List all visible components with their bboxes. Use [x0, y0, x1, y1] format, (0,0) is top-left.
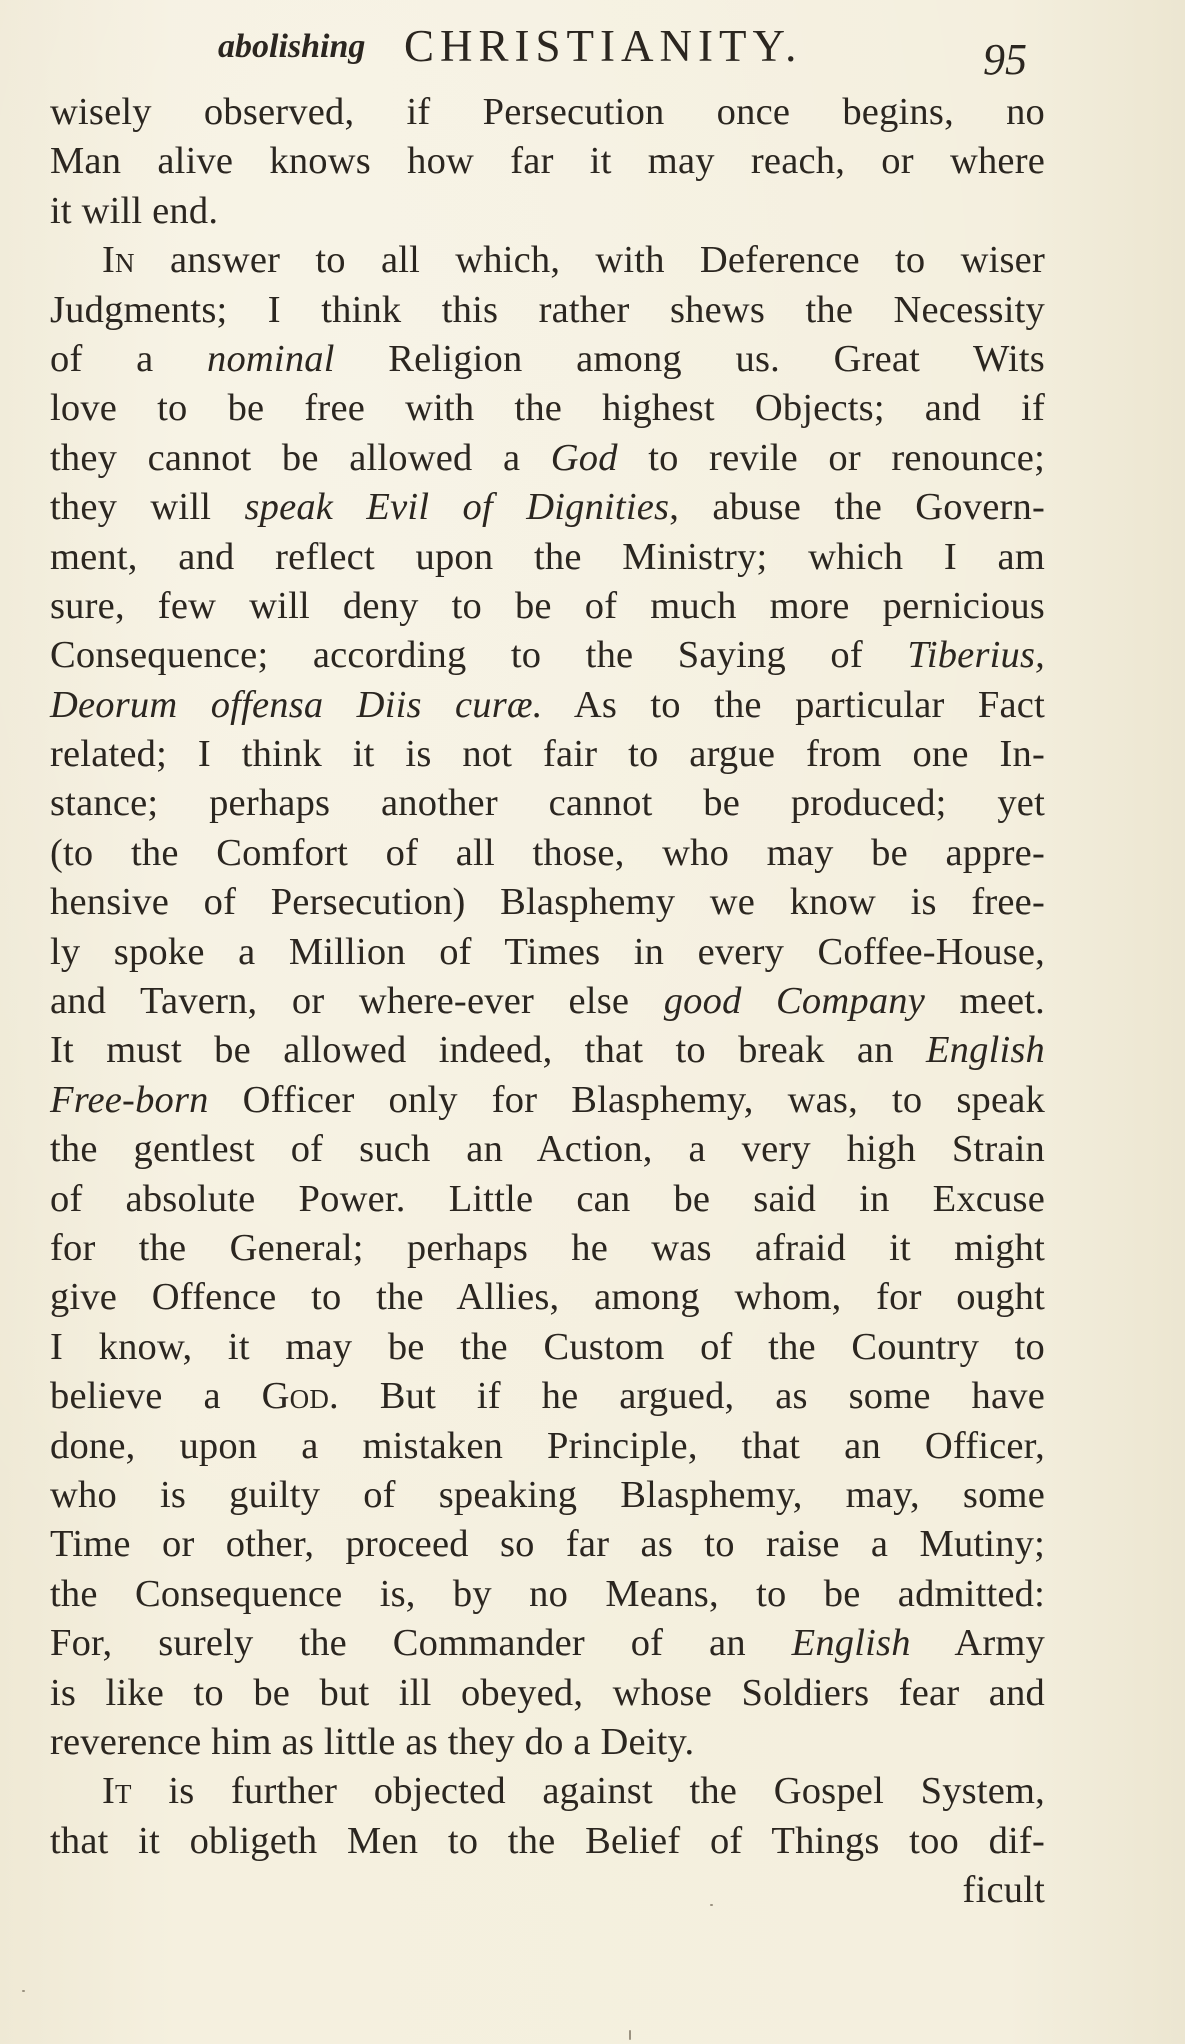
text-line — [50, 1273, 1045, 1322]
running-head-title: CHRISTIANITY. — [404, 21, 803, 71]
text-span: give Offence to the Allies, among whom, for ought — [50, 1276, 1045, 1319]
running-head-italic: abolishing — [218, 28, 366, 65]
text-line — [50, 137, 1045, 186]
text-line — [50, 977, 1045, 1026]
italic-text: Deorum offensa Diis curæ. — [50, 683, 543, 726]
text-line — [50, 631, 1045, 680]
text-span: the gentlest of such an Action, a very high Strain — [50, 1128, 1045, 1171]
text-span: that it obligeth Men to the Belief of Things too dif- — [50, 1819, 1045, 1862]
text-span: meet. — [925, 980, 1045, 1023]
text-span: It must be allowed indeed, that to break an — [50, 1029, 926, 1072]
text-span: sure, few will deny to be of much more pernicious — [50, 584, 1045, 627]
italic-text: good Company — [663, 980, 926, 1023]
text-span: I know, it may be the Custom of the Country to — [50, 1325, 1045, 1368]
text-line — [50, 236, 1045, 285]
text-span: As to the particular Fact — [542, 683, 1045, 726]
small-caps-text: It — [102, 1770, 132, 1813]
text-span: hensive of Persecution) Blasphemy we know is free- — [50, 881, 1045, 924]
paper-speck — [629, 2030, 631, 2040]
text-line — [50, 1125, 1045, 1174]
small-caps-text: In — [102, 239, 135, 282]
text-line — [50, 1026, 1045, 1075]
page-number: 95 — [983, 35, 1027, 84]
text-line — [50, 533, 1045, 582]
text-span: and Tavern, or where-ever else — [50, 980, 664, 1023]
text-span: done, upon a mistaken Principle, that an Officer, — [50, 1424, 1045, 1467]
text-line — [50, 1619, 1045, 1668]
text-line — [50, 681, 1045, 730]
text-span: Officer only for Blasphemy, was, to speak — [208, 1078, 1045, 1121]
text-line — [50, 88, 1045, 137]
text-span: stance; perhaps another cannot be produced; yet — [50, 782, 1045, 825]
text-line — [50, 1076, 1045, 1125]
text-span: answer to all which, with Deference to wiser — [134, 239, 1045, 282]
text-span: Time or other, proceed so far as to raise a Mutiny; — [50, 1523, 1045, 1566]
text-line — [50, 1224, 1045, 1273]
text-span: the Consequence is, by no Means, to be admitted: — [50, 1572, 1045, 1615]
text-span: For, surely the Commander of an — [50, 1622, 792, 1665]
italic-text: English — [925, 1029, 1045, 1072]
text-span: , abuse the Govern- — [669, 486, 1045, 529]
text-span: wisely observed, if Persecution once begins, no — [50, 91, 1045, 133]
text-span: related; I think it is not fair to argue from one In- — [50, 733, 1045, 776]
italic-text: nominal — [207, 337, 335, 380]
text-span: Judgments; I think this rather shews the Necessity — [50, 288, 1045, 331]
italic-text: speak Evil of Dignities — [244, 486, 670, 529]
italic-text: Tiberius, — [907, 634, 1045, 677]
paper-speck — [22, 1990, 25, 1992]
italic-text: English — [791, 1622, 911, 1665]
text-line — [50, 779, 1045, 828]
text-line — [50, 878, 1045, 927]
text-span: for the General; perhaps he was afraid it might — [50, 1226, 1045, 1269]
text-span: Religion among us. Great Wits — [334, 337, 1045, 380]
text-line — [50, 1372, 1045, 1421]
italic-text: Free-born — [50, 1078, 209, 1121]
text-span: ficult — [962, 1869, 1045, 1912]
text-span: ly spoke a Million of Times in every Coffee-House, — [50, 930, 1045, 973]
paper-speck — [710, 1904, 713, 1906]
text-span: is further objected against the Gospel System, — [131, 1770, 1045, 1813]
text-span: they will — [50, 486, 245, 529]
text-line — [50, 335, 1045, 384]
text-line — [50, 1669, 1045, 1718]
text-span: of a — [50, 337, 208, 380]
text-span: to revile or renounce; — [617, 436, 1045, 479]
text-span: believe a — [50, 1375, 262, 1418]
text-span: love to be free with the highest Objects; and if — [50, 387, 1045, 430]
text-line — [50, 1767, 1045, 1816]
text-line — [50, 1175, 1045, 1224]
text-span: Consequence; according to the Saying of — [50, 634, 908, 677]
text-span: Man alive knows how far it may reach, or where — [50, 140, 1045, 183]
text-line — [50, 187, 1045, 236]
text-span: Army — [910, 1622, 1045, 1665]
text-span: . But if he argued, as some have — [329, 1375, 1046, 1418]
text-line — [50, 384, 1045, 433]
text-line — [50, 1718, 1045, 1767]
catchword — [50, 1866, 1045, 1915]
text-span: is like to be but ill obeyed, whose Soldiers fear and — [50, 1671, 1045, 1714]
text-span: they cannot be allowed a — [50, 436, 551, 479]
small-caps-text: God — [261, 1375, 330, 1418]
text-span: ment, and reflect upon the Ministry; which I am — [50, 535, 1045, 578]
text-line — [50, 1817, 1045, 1866]
body-text — [50, 88, 1045, 1915]
text-line — [50, 928, 1045, 977]
text-span: it will end. — [50, 189, 219, 232]
text-line — [50, 434, 1045, 483]
italic-text: God — [550, 436, 618, 479]
text-line — [50, 286, 1045, 335]
text-line — [50, 1570, 1045, 1619]
text-line — [50, 483, 1045, 532]
text-line — [50, 1323, 1045, 1372]
text-line — [50, 1520, 1045, 1569]
text-span: who is guilty of speaking Blasphemy, may, some — [50, 1473, 1045, 1516]
text-span: reverence him as little as they do a Deity. — [50, 1720, 695, 1763]
text-span: of absolute Power. Little can be said in Excuse — [50, 1177, 1045, 1220]
text-line — [50, 582, 1045, 631]
text-line — [50, 1471, 1045, 1520]
text-line — [50, 730, 1045, 779]
running-head — [0, 18, 1185, 88]
text-line — [50, 829, 1045, 878]
text-span: (to the Comfort of all those, who may be appre- — [50, 831, 1045, 874]
text-line — [50, 1422, 1045, 1471]
